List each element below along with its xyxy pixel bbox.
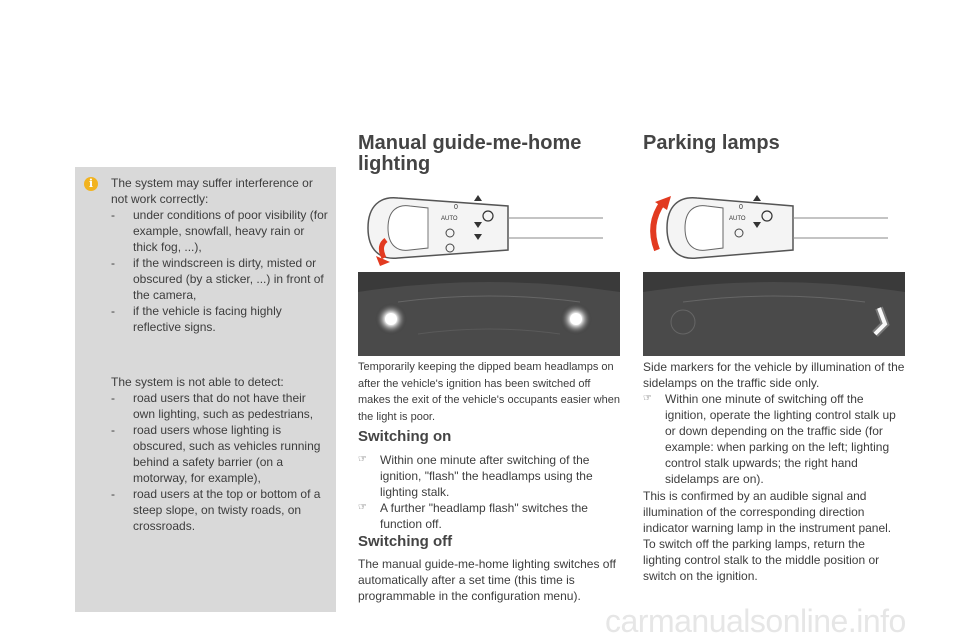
section-title-parking: Parking lamps	[643, 132, 780, 154]
dash: -	[111, 304, 115, 318]
info-bullet	[111, 390, 331, 422]
car-front-sidelamp-icon	[643, 272, 905, 356]
dash: -	[111, 256, 115, 270]
section-title-manual	[358, 133, 618, 175]
info-icon: i	[84, 177, 98, 191]
stalk-label-zero: 0	[454, 204, 458, 211]
lighting-stalk-icon	[643, 188, 905, 268]
dash: -	[111, 208, 115, 222]
car-front-headlamps-icon	[358, 272, 620, 356]
pointing-finger-icon: ☞	[358, 502, 367, 513]
bullet-text: under conditions of poor visibility (for example, snowfall, heavy rain or thick fog, ...),	[133, 208, 328, 254]
bullet-text: road users at the top or bottom of a steep slope, on twisty roads, on crossroads.	[133, 487, 321, 533]
parking-confirmation: This is confirmed by an audible signal and illumination of the corresponding direction indicator warning lamp in the instrument panel.	[643, 489, 892, 535]
pointing-finger-icon: ☞	[358, 454, 367, 465]
stalk-label-zero: 0	[739, 204, 743, 211]
parking-bullet	[643, 391, 905, 487]
info-paragraph-1: The system may suffer interference or not work correctly:	[111, 176, 313, 206]
switching-on-title: Switching on	[358, 428, 452, 445]
lighting-stalk-icon	[358, 188, 620, 268]
info-bullet	[111, 486, 331, 534]
bullet-text: road users whose lighting is obscured, such as vehicles running behind a safety barrier (on a motorway, for example),	[133, 423, 321, 485]
info-bullet	[111, 303, 331, 335]
dash: -	[111, 423, 115, 437]
pointing-finger-icon: ☞	[643, 393, 652, 404]
parking-intro: Side markers for the vehicle by illumination of the sidelamps on the traffic side only.	[643, 360, 905, 390]
switching-on-bullet	[358, 452, 620, 500]
bullet-text: Within one minute after switching of the ignition, "flash" the headlamps using the lighting stalk.	[380, 453, 593, 499]
sidelamp-photo	[643, 272, 905, 356]
stalk-label-auto: AUTO	[441, 216, 458, 222]
manual-intro: Temporarily keeping the dipped beam headlamps on after the vehicle's ignition has been switched off makes the exit of the vehicle's occupants easier when the light is poor.	[358, 361, 620, 423]
parking-switch-off: To switch off the parking lamps, return the lighting control stalk to the middle position or switch on the ignition.	[643, 537, 880, 583]
lighting-stalk-illustration	[358, 188, 620, 268]
switching-on-bullet	[358, 500, 620, 532]
title-line: Manual guide-me-home	[358, 132, 582, 154]
lighting-stalk-illustration	[643, 188, 905, 268]
bullet-text: road users that do not have their own lighting, such as pedestrians,	[133, 391, 314, 421]
watermark: carmanualsonline.info	[605, 603, 906, 639]
headlamps-photo	[358, 272, 620, 356]
info-bullet	[111, 255, 331, 303]
info-bullet	[111, 422, 331, 486]
bullet-text: A further "headlamp flash" switches the function off.	[380, 501, 588, 531]
bullet-text: if the vehicle is facing highly reflective signs.	[133, 304, 282, 334]
stalk-label-auto: AUTO	[729, 216, 746, 222]
title-line: lighting	[358, 153, 431, 175]
info-paragraph-2: The system is not able to detect:	[111, 375, 284, 389]
dash: -	[111, 487, 115, 501]
switching-off-text: The manual guide-me-home lighting switches off automatically after a set time (this time is programmable in the configuration menu).	[358, 557, 616, 603]
dash: -	[111, 391, 115, 405]
bullet-text: Within one minute of switching off the ignition, operate the lighting control stalk up or down depending on the traffic side (for example: when parking on the left; lighting control stalk upwards; the right hand sidelamps are on).	[665, 392, 896, 486]
bullet-text: if the windscreen is dirty, misted or obscured (by a sticker, ...) in front of the camera,	[133, 256, 324, 302]
switching-off-title: Switching off	[358, 533, 453, 550]
info-bullet	[111, 207, 331, 255]
